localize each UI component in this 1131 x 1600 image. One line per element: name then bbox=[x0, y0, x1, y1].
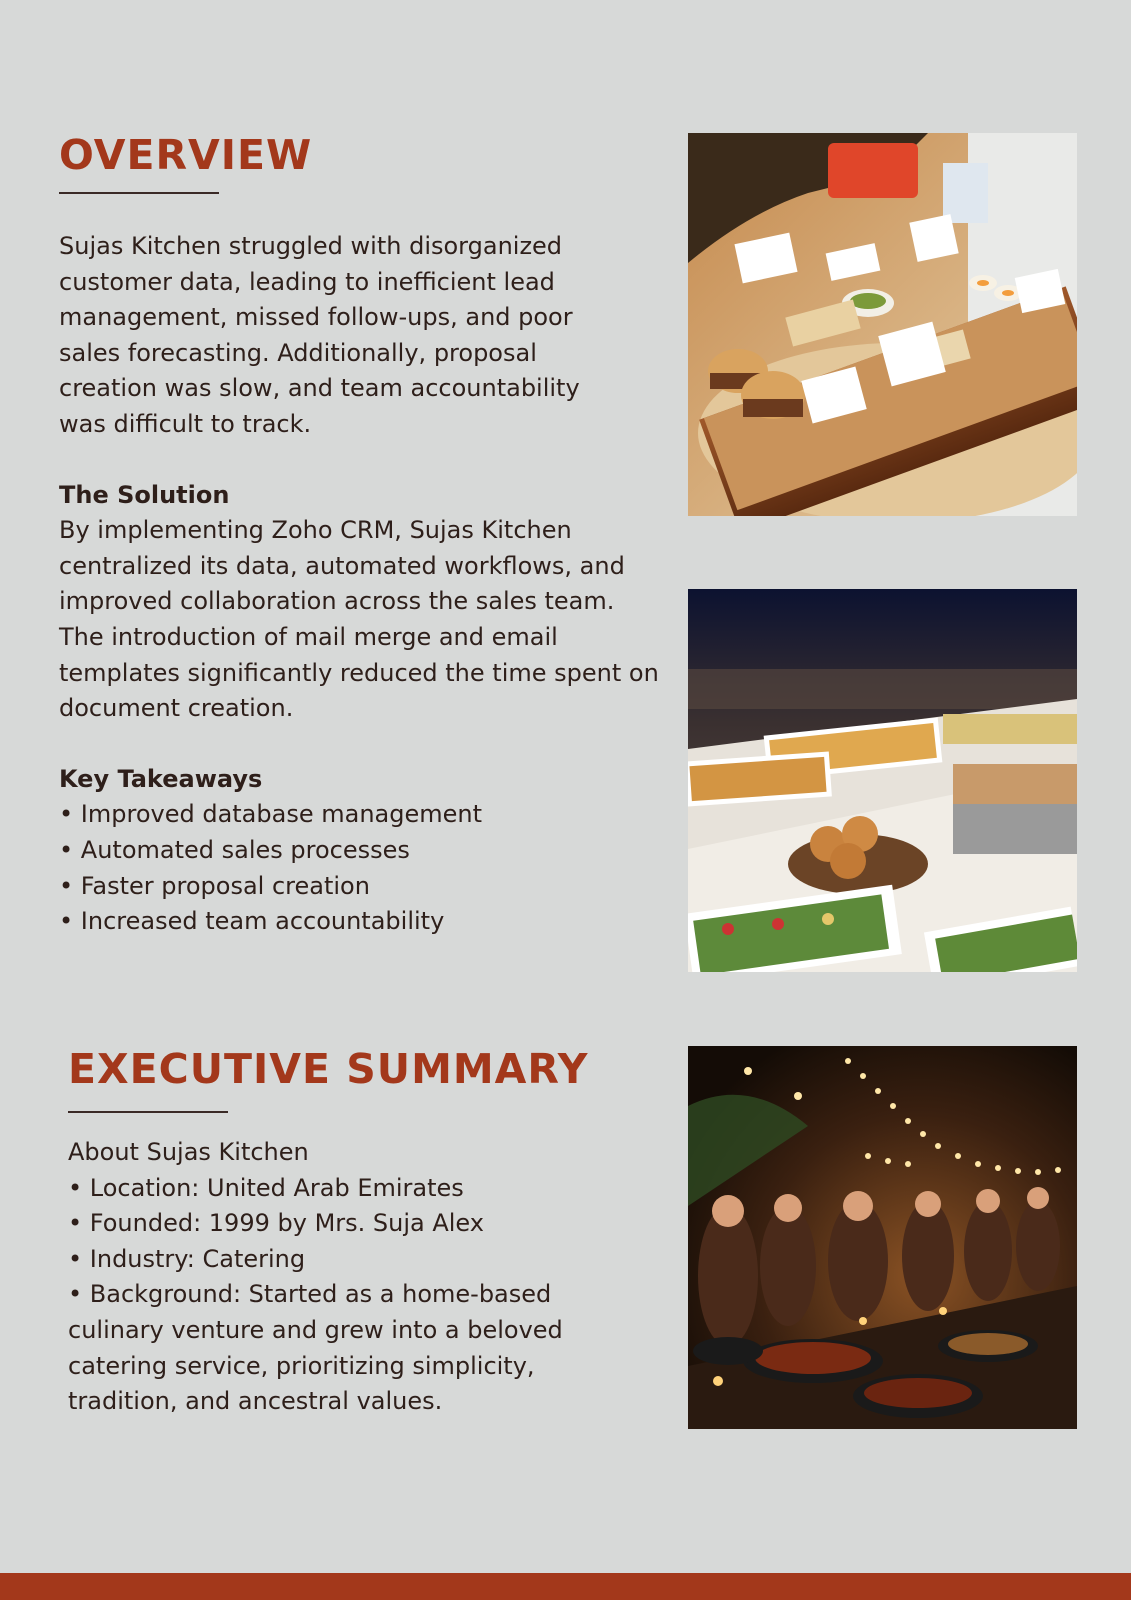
takeaway-item: • Improved database management bbox=[59, 800, 482, 829]
solution-title: The Solution bbox=[59, 480, 230, 509]
overview-heading: OVERVIEW bbox=[59, 131, 313, 179]
founded-line: • Founded: 1999 by Mrs. Suja Alex bbox=[68, 1209, 484, 1238]
footer-bar bbox=[0, 1573, 1131, 1600]
overview-paragraph: Sujas Kitchen struggled with disorganized customer data, leading to inefficient lead management, missed follow-ups, and poor sales forecasting. Additionally, proposal creation was slow, and team accountability was difficult to track. bbox=[59, 232, 580, 438]
location-line: • Location: United Arab Emirates bbox=[68, 1173, 464, 1202]
takeaways-list bbox=[59, 797, 659, 939]
food-tray-photo bbox=[688, 133, 1077, 516]
takeaways-title: Key Takeaways bbox=[59, 764, 263, 793]
overview-section bbox=[59, 131, 659, 940]
takeaway-item: • Faster proposal creation bbox=[59, 871, 370, 900]
executive-summary-section bbox=[68, 1045, 628, 1420]
executive-summary-heading: EXECUTIVE SUMMARY bbox=[68, 1045, 589, 1093]
background-line: • Background: Started as a home-based culinary venture and grew into a beloved catering service, prioritizing simplicity, tradition, and ancestral values. bbox=[68, 1280, 563, 1416]
industry-line: • Industry: Catering bbox=[68, 1244, 306, 1273]
executive-summary-divider bbox=[68, 1111, 228, 1113]
overview-divider bbox=[59, 192, 219, 194]
about-line: About Sujas Kitchen bbox=[68, 1138, 309, 1166]
solution-paragraph: By implementing Zoho CRM, Sujas Kitchen centralized its data, automated workflows, and improved collaboration across the sales team. The introduction of mail merge and email templates significantly reduced the time spent on document creation. bbox=[59, 516, 659, 723]
night-dining-photo bbox=[688, 1046, 1077, 1429]
takeaway-item: • Automated sales processes bbox=[59, 835, 410, 864]
takeaway-item: • Increased team accountability bbox=[59, 907, 445, 936]
buffet-photo bbox=[688, 589, 1077, 972]
